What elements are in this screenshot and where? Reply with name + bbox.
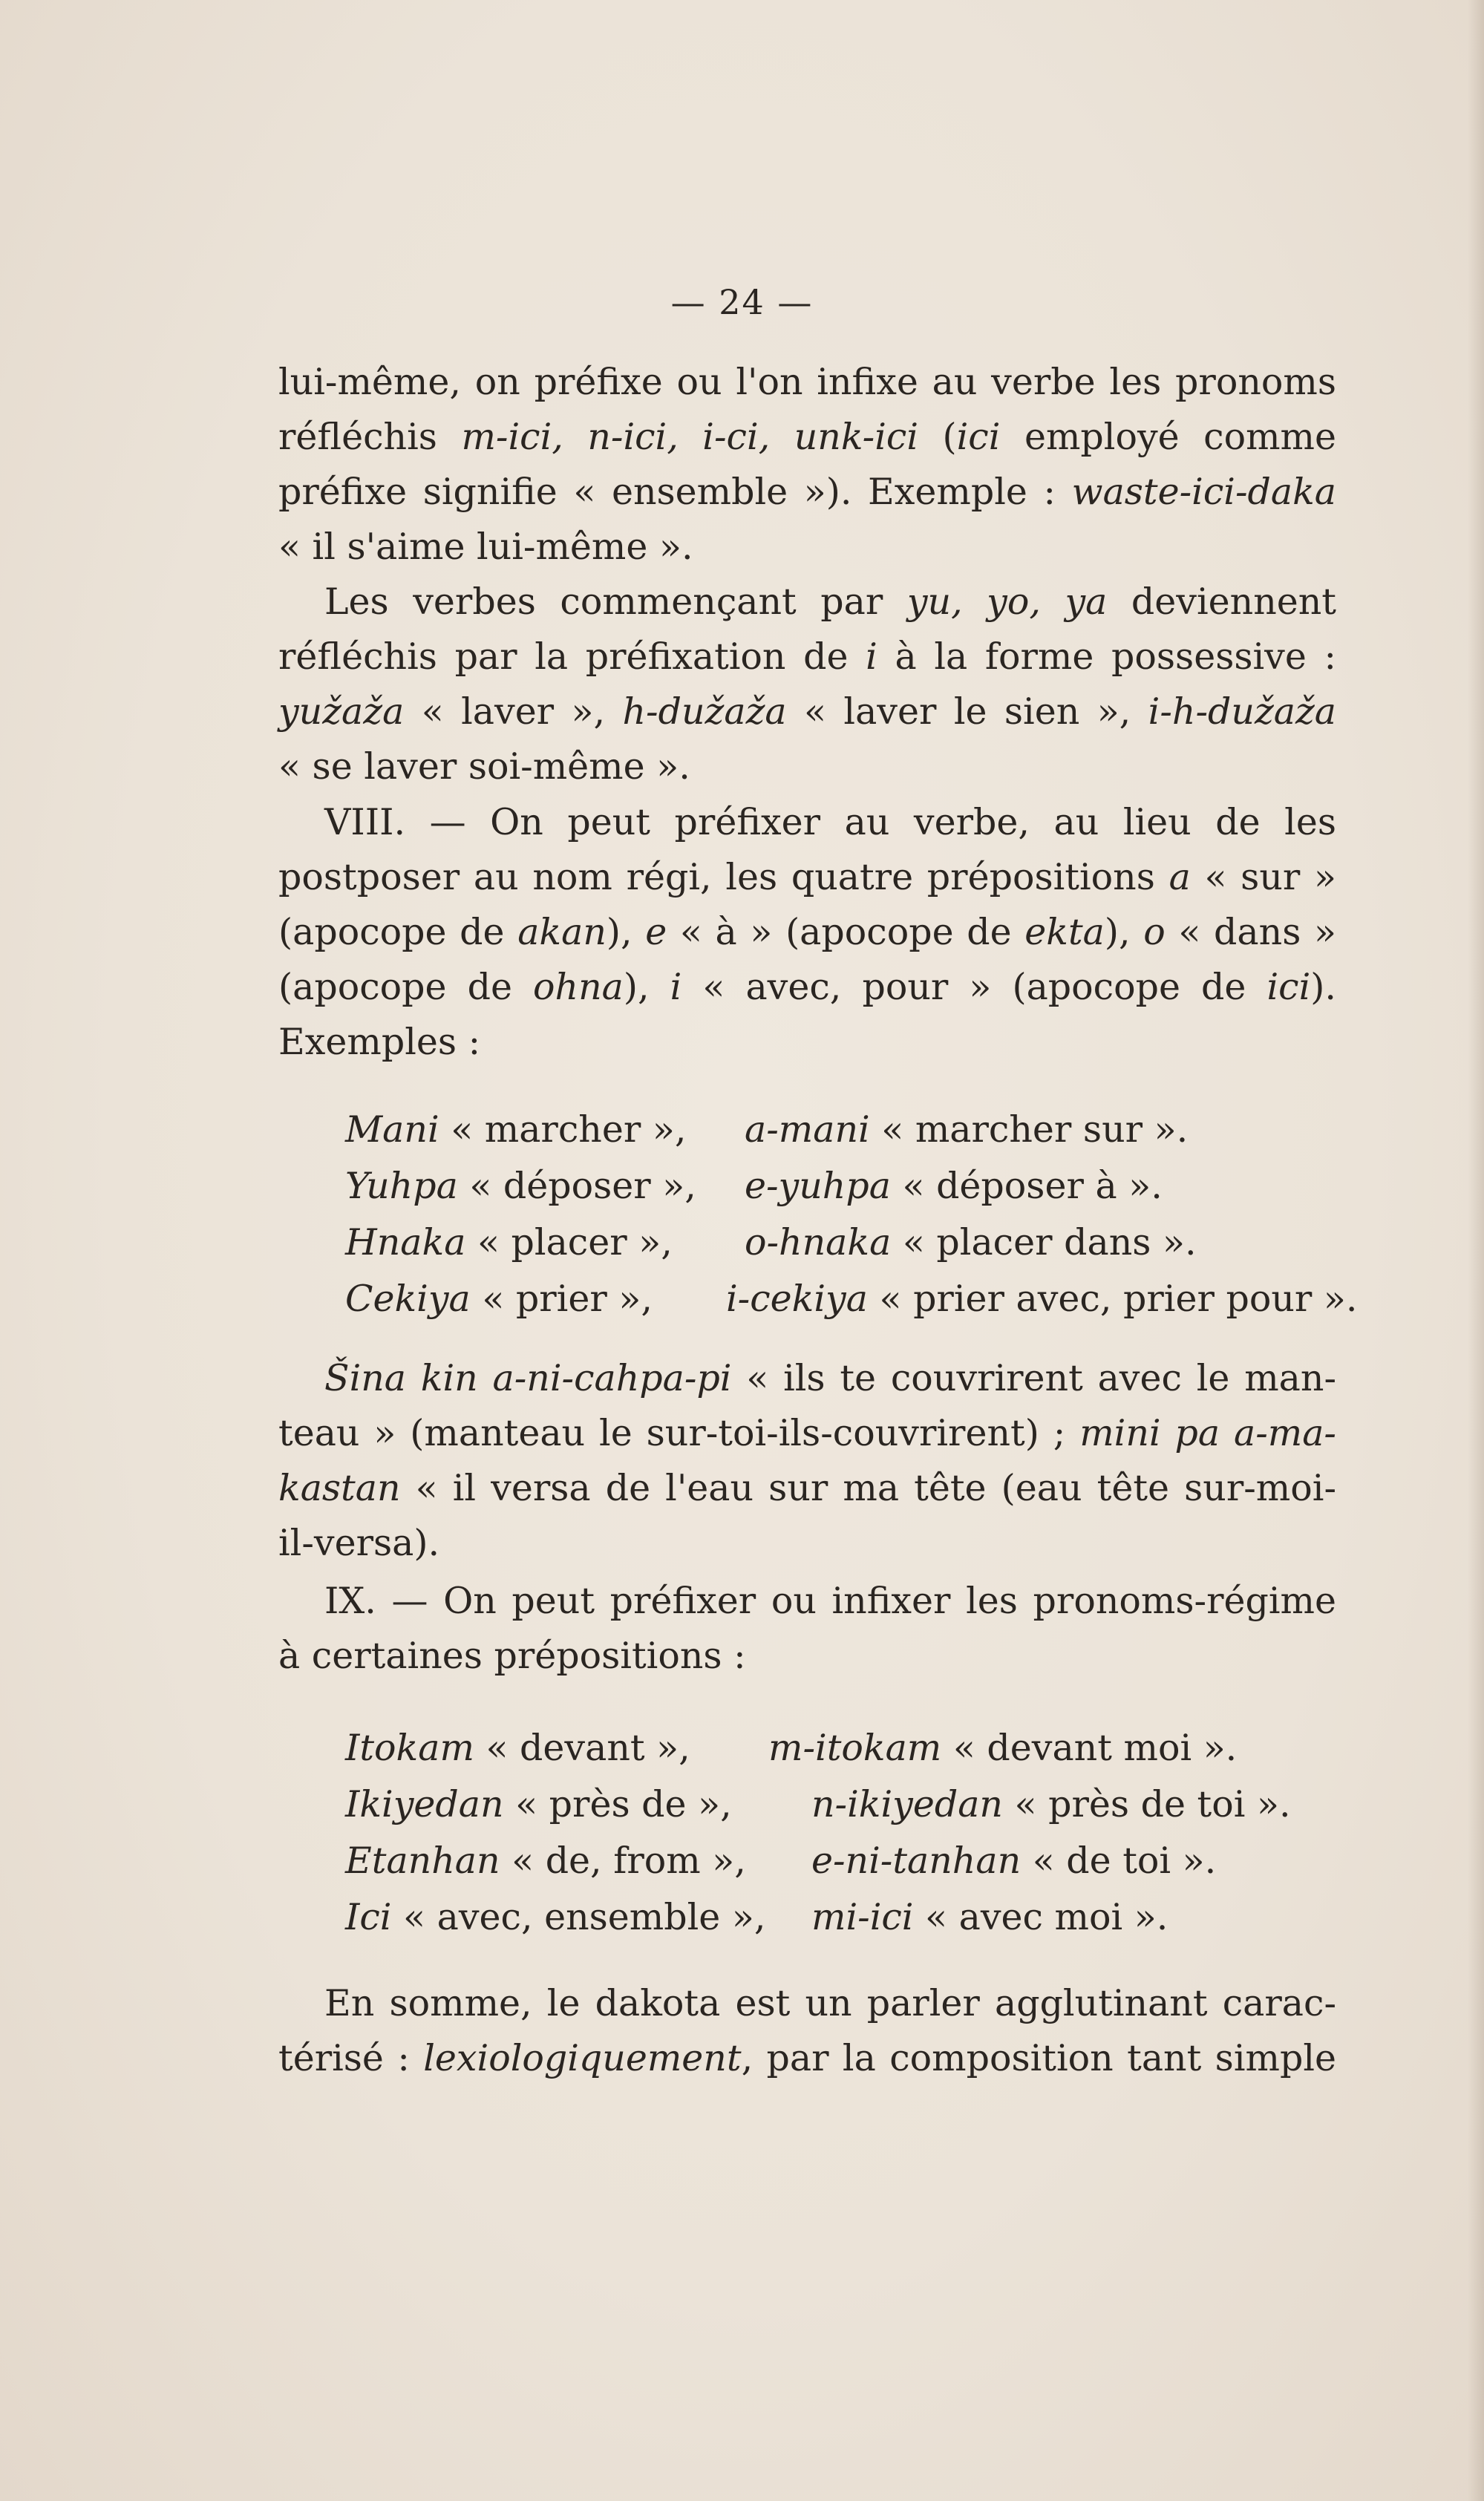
- text-line: VIII. — On peut préfixer au verbe, au lieu de les: [324, 801, 1336, 843]
- text-line: yužaža « laver », h-dužaža « laver le sien », i-h-dužaža: [278, 690, 1336, 733]
- text-line: réfléchis m-ici, n-ici, i-ci, unk-ici (ici employé comme: [278, 416, 1336, 458]
- examples-pronoun-regime: Itokam « devant », m-itokam « devant moi ». Ikiyedan « près de », n-ikiyedan « près de toi ». Etanhan « de, from », e-ni-tanhan « de toi ». Ici « avec, ensemble », mi-ici « avec moi ».: [345, 1727, 1291, 1938]
- text-line: à certaines prépositions :: [278, 1635, 746, 1677]
- text-line: Šina kin a-ni-cahpa-pi « ils te couvrirent avec le man-: [324, 1357, 1336, 1399]
- paragraph-reflexive-verbs: [278, 575, 1336, 794]
- text-line: « se laver soi-même ».: [278, 745, 690, 788]
- text-line: Exemples :: [278, 1021, 481, 1063]
- paragraph-pronoun-regime: [278, 1574, 1336, 1684]
- text-line: réfléchis par la préfixation de i à la forme possessive :: [278, 635, 1336, 678]
- text-line: « il s'aime lui-même ».: [278, 526, 693, 568]
- text-line: kastan « il versa de l'eau sur ma tête (eau tête sur-moi-: [278, 1467, 1336, 1509]
- text-line: il-versa).: [278, 1522, 440, 1564]
- page-edge-shadow: [1468, 0, 1484, 2501]
- text-line: préfixe signifie « ensemble »). Exemple : waste-ici-daka: [278, 471, 1336, 513]
- text-line: IX. — On peut préfixer ou infixer les pronoms-régime: [324, 1580, 1336, 1622]
- text-line: (apocope de ohna), i « avec, pour » (apocope de ici).: [278, 966, 1336, 1008]
- text-line: térisé : lexiologiquement, par la composition tant simple: [278, 2037, 1336, 2079]
- paragraph-summary: [278, 1976, 1336, 2086]
- text-line: postposer au nom régi, les quatre prépositions a « sur »: [278, 856, 1337, 898]
- examples-prepositions: Mani « marcher », a-mani « marcher sur ». Yuhpa « déposer », e-yuhpa « déposer à ». Hnaka « placer », o-hnaka « placer dans ». Cekiya « prier », i-cekiya « prier avec, prier pour ».: [345, 1108, 1358, 1320]
- text-line: teau » (manteau le sur-toi-ils-couvrirent) ; mini pa a-ma-: [278, 1412, 1336, 1454]
- text-line: (apocope de akan), e « à » (apocope de ekta), o « dans »: [278, 911, 1336, 953]
- paragraph-prepositions: [278, 795, 1336, 1070]
- text-line: En somme, le dakota est un parler agglutinant carac-: [324, 1982, 1336, 2024]
- text-line: lui-même, on préfixe ou l'on infixe au verbe les pronoms: [278, 361, 1336, 403]
- text-line: Les verbes commençant par yu, yo, ya deviennent: [324, 581, 1336, 623]
- paragraph-reflexive-pronouns: [278, 355, 1336, 575]
- page-number: — 24 —: [670, 282, 814, 322]
- paragraph-example-sentences: [278, 1351, 1336, 1571]
